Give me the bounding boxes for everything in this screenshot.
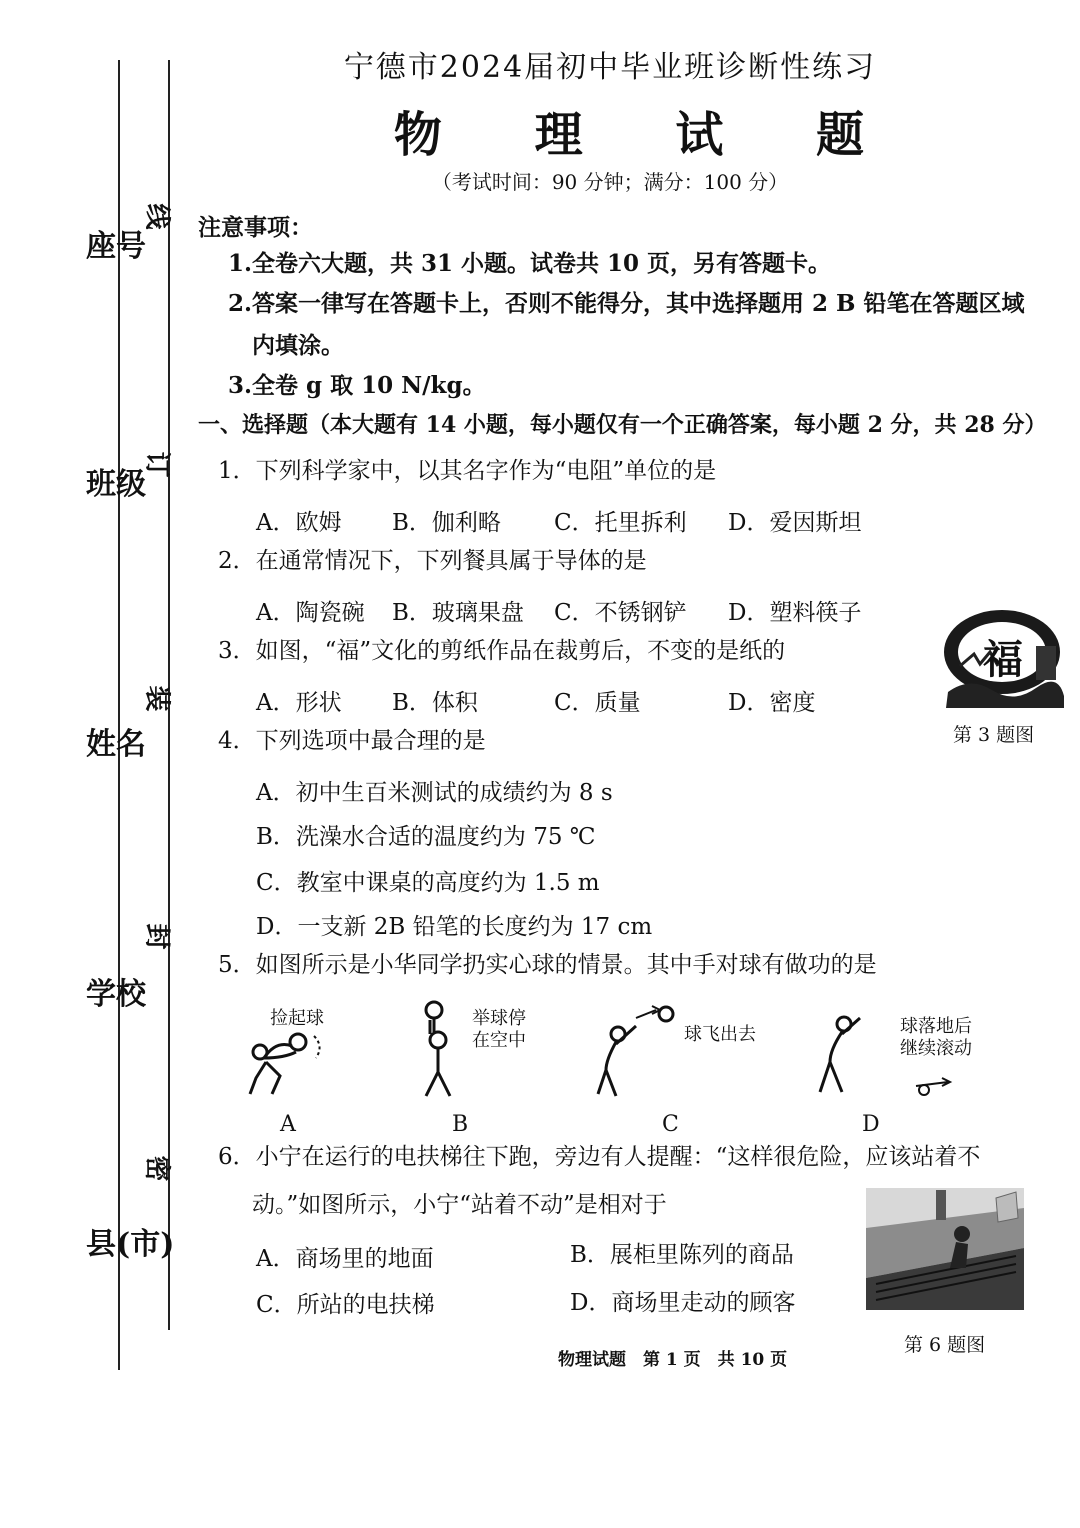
q5-label-b: 举球停 在空中 bbox=[472, 1008, 526, 1051]
field-name: 姓名 bbox=[86, 727, 146, 762]
q2-option-d: D．塑料筷子 bbox=[728, 600, 862, 626]
page-footer: 物理试题 第 1 页 共 10 页 bbox=[558, 1350, 788, 1370]
q6-figure-caption: 第 6 题图 bbox=[904, 1334, 986, 1356]
field-seat-number: 座号 bbox=[86, 229, 146, 264]
q3-option-d: D．密度 bbox=[728, 690, 816, 716]
binding-char-line: 线 bbox=[141, 203, 172, 230]
q3-figure-caption: 第 3 题图 bbox=[953, 724, 1035, 746]
section-1-heading: 一、选择题（本大题有 14 小题，每小题仅有一个正确答案，每小题 2 分，共 28 分） bbox=[198, 412, 1047, 438]
q5-figure-d bbox=[796, 1004, 996, 1110]
q1-option-b: B．伽利略 bbox=[392, 510, 501, 536]
q4-option-d: D．一支新 2B 铅笔的长度约为 17 cm bbox=[256, 914, 653, 940]
field-school: 学校 bbox=[86, 977, 146, 1012]
q6-stem-cont: 动。”如图所示，小宁“站着不动”是相对于 bbox=[252, 1192, 667, 1218]
q3-papercut-char: 福 bbox=[983, 636, 1023, 683]
q2-option-c: C．不锈钢铲 bbox=[554, 600, 687, 626]
q6-option-b: B．展柜里陈列的商品 bbox=[570, 1242, 794, 1268]
q4-option-a: A．初中生百米测试的成绩约为 8 s bbox=[256, 780, 613, 806]
binding-char-install: 装 bbox=[141, 685, 172, 712]
field-county: 县(市) bbox=[86, 1227, 175, 1262]
note-2-cont: 内填涂。 bbox=[252, 332, 344, 359]
q5-stem: 5．如图所示是小华同学扔实心球的情景。其中手对球有做功的是 bbox=[218, 952, 877, 978]
q3-stem: 3．如图，“福”文化的剪纸作品在裁剪后，不变的是纸的 bbox=[218, 638, 786, 664]
q2-stem: 2．在通常情况下，下列餐具属于导体的是 bbox=[218, 548, 647, 574]
note-2: 2.答案一律写在答题卡上，否则不能得分，其中选择题用 2 B 铅笔在答题区域 bbox=[228, 290, 1025, 317]
q3-option-c: C．质量 bbox=[554, 690, 641, 716]
q6-escalator-photo bbox=[866, 1188, 1024, 1310]
q1-option-a: A．欧姆 bbox=[256, 510, 342, 536]
q5-option-c: C bbox=[662, 1112, 679, 1137]
q4-option-b: B．洗澡水合适的温度约为 75 ℃ bbox=[256, 824, 596, 850]
q5-label-a: 捡起球 bbox=[270, 1008, 324, 1029]
exam-title: 物 理 试 题 bbox=[393, 107, 903, 163]
q5-option-d: D bbox=[862, 1112, 880, 1137]
binding-char-order: 订 bbox=[141, 451, 172, 478]
q6-stem: 6．小宁在运行的电扶梯往下跑，旁边有人提醒：“这样很危险，应该站着不 bbox=[218, 1144, 981, 1170]
binding-char-secret: 密 bbox=[141, 1155, 172, 1182]
notes-heading: 注意事项： bbox=[198, 214, 313, 241]
q5-label-c: 球飞出去 bbox=[684, 1024, 756, 1045]
note-1: 1.全卷六大题，共 31 小题。试卷共 10 页，另有答题卡。 bbox=[228, 250, 832, 277]
q3-papercut-figure bbox=[940, 606, 1070, 710]
q2-option-a: A．陶瓷碗 bbox=[256, 600, 365, 626]
q1-stem: 1．下列科学家中，以其名字作为“电阻”单位的是 bbox=[218, 458, 717, 484]
q4-option-c: C．教室中课桌的高度约为 1.5 m bbox=[256, 870, 600, 896]
q6-option-c: C．所站的电扶梯 bbox=[256, 1292, 435, 1318]
q5-figure-c bbox=[576, 1000, 776, 1110]
q1-option-d: D．爱因斯坦 bbox=[728, 510, 862, 536]
note-3: 3.全卷 g 取 10 N/kg。 bbox=[228, 372, 486, 399]
q5-option-a: A bbox=[280, 1112, 296, 1137]
binding-char-seal: 封 bbox=[141, 923, 172, 950]
q1-option-c: C．托里拆利 bbox=[554, 510, 687, 536]
q6-option-d: D．商场里走动的顾客 bbox=[570, 1290, 796, 1316]
q3-option-a: A．形状 bbox=[256, 690, 342, 716]
q2-option-b: B．玻璃果盘 bbox=[392, 600, 524, 626]
exam-subtitle: 宁德市2024届初中毕业班诊断性练习 bbox=[343, 50, 877, 85]
exam-info: （考试时间：90 分钟；满分：100 分） bbox=[431, 170, 789, 194]
q5-label-d: 球落地后 继续滚动 bbox=[900, 1016, 972, 1059]
q5-figure-b bbox=[404, 996, 554, 1110]
q5-figure-a bbox=[240, 1000, 350, 1110]
q4-stem: 4．下列选项中最合理的是 bbox=[218, 728, 486, 754]
q3-option-b: B．体积 bbox=[392, 690, 478, 716]
q6-option-a: A．商场里的地面 bbox=[256, 1246, 434, 1272]
field-class: 班级 bbox=[86, 467, 146, 502]
q5-option-b: B bbox=[452, 1112, 469, 1137]
